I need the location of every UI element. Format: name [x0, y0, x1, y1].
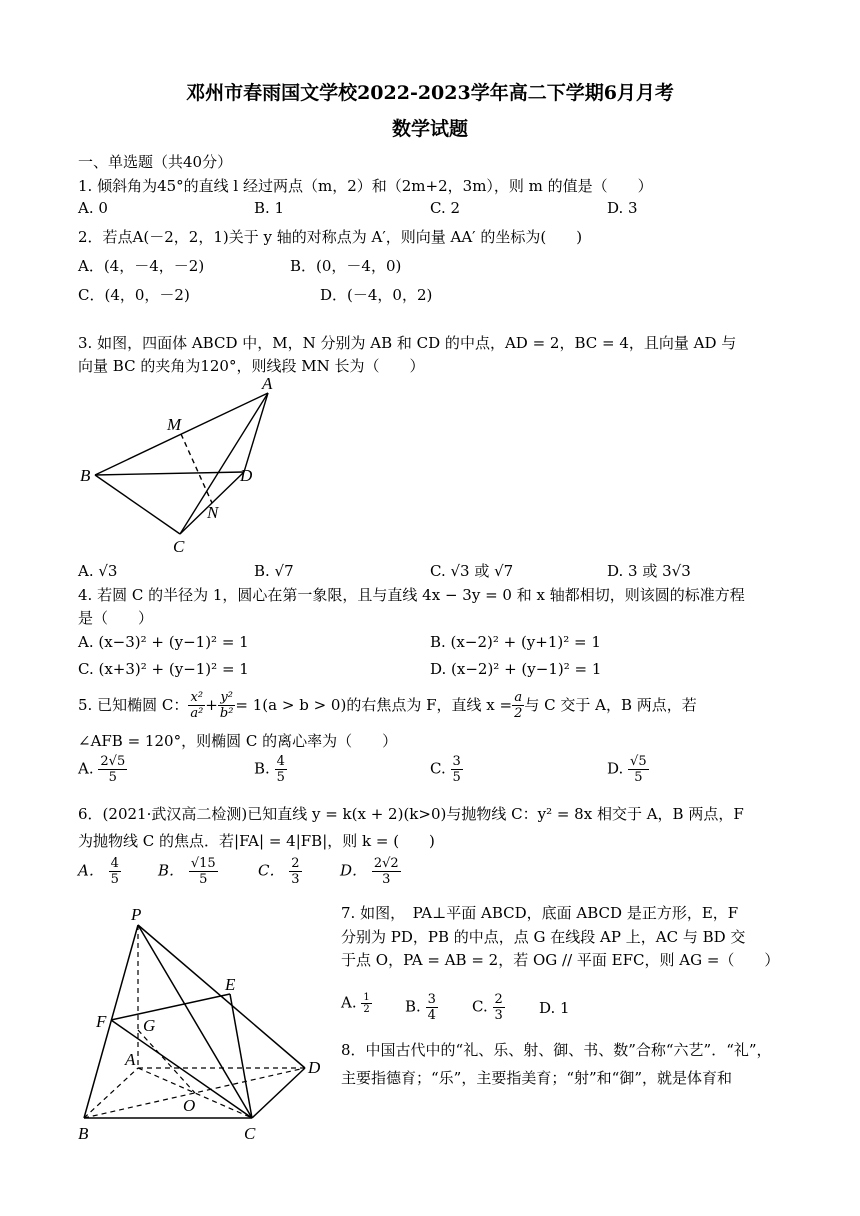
q4-option-d: D. (x−2)² + (y−1)² = 1: [430, 660, 602, 678]
denominator: 3: [291, 872, 300, 887]
q7-option-a: [341, 992, 372, 1015]
document-title: 邓州市春雨国文学校2022-2023学年高二下学期6月月考: [186, 82, 674, 104]
q7-option-c: [472, 992, 505, 1023]
q3-option-c: C. √3 或 √7: [430, 562, 514, 580]
fraction: [189, 856, 218, 887]
plus-sign: +: [205, 696, 218, 714]
figure-label: D: [308, 1058, 321, 1077]
document-subtitle: 数学试题: [391, 118, 468, 140]
denominator: 3: [494, 1008, 503, 1023]
denominator: 4: [427, 1008, 436, 1023]
q2-option-a: A．(4，－4，－2): [78, 257, 205, 275]
figure-label: B: [78, 1124, 89, 1143]
option-label: B.: [405, 997, 421, 1016]
section-heading: 一、单选题（共40分）: [78, 153, 233, 171]
q8-stem-line2: 主要指德育；“乐”，主要指美育；“射”和“御”，就是体育和: [341, 1069, 733, 1087]
q3-option-a: A. √3: [78, 562, 118, 580]
numerator: √15: [190, 856, 216, 871]
option-label: C.: [472, 997, 488, 1016]
q5-option-c: [430, 754, 463, 785]
option-label: A.: [341, 993, 357, 1012]
figure-label: C: [244, 1124, 256, 1143]
fraction: [218, 690, 236, 721]
denominator: a²: [190, 705, 204, 721]
q4-option-a: A. (x−3)² + (y−1)² = 1: [78, 633, 249, 651]
fraction: [493, 992, 505, 1023]
fraction: [512, 690, 524, 721]
q3-option-b: B. √7: [254, 562, 294, 580]
denominator: 5: [452, 770, 461, 785]
option-label: B.: [254, 759, 270, 778]
q7-stem-line1: 7. 如图， PA⊥平面 ABCD，底面 ABCD 是正方形，E，F: [341, 904, 739, 922]
q5-stem-line2: ∠AFB = 120°，则椭圆 C 的离心率为（ ）: [78, 732, 398, 750]
figure-label: O: [183, 1096, 196, 1115]
q1-option-b: B. 1: [254, 199, 285, 217]
numerator: 2√5: [100, 754, 126, 769]
q6-option-c: [258, 856, 302, 887]
q6-option-d: [340, 856, 401, 887]
option-label: C．: [258, 861, 285, 880]
pyramid-figure: [70, 900, 340, 1145]
figure-label: F: [96, 1012, 107, 1031]
numerator: 1: [363, 992, 370, 1003]
option-label: B．: [158, 861, 185, 880]
denominator: 5: [110, 872, 119, 887]
tetrahedron-figure: [72, 372, 292, 560]
figure-label: D: [240, 466, 253, 485]
q4-option-b: B. (x−2)² + (y+1)² = 1: [430, 633, 601, 651]
q4-stem-line1: 4. 若圆 C 的半径为 1，圆心在第一象限，且与直线 4x − 3y = 0 和 x 轴都相切，则该圆的标准方程: [78, 586, 745, 604]
q8-stem-line1: 8．中国古代中的“礼、乐、射、御、书、数”合称“六艺”．“礼”，: [341, 1041, 772, 1059]
fraction: [109, 856, 121, 887]
q4-option-c: C. (x+3)² + (y−1)² = 1: [78, 660, 249, 678]
q2-option-c: C．(4，0，－2): [78, 286, 190, 304]
denominator: b²: [219, 705, 234, 721]
figure-label: C: [173, 537, 185, 556]
option-label: A.: [78, 759, 94, 778]
numerator: 2: [291, 856, 300, 871]
q7-option-d: D. 1: [539, 999, 570, 1017]
q5-stem-part: 的右焦点为 F，直线 x =: [346, 696, 513, 714]
numerator: a: [512, 690, 524, 706]
figure-label: G: [143, 1016, 156, 1035]
denominator: 2: [363, 1004, 370, 1015]
figure-label: N: [207, 503, 219, 522]
q3-option-d: D. 3 或 3√3: [607, 562, 691, 580]
fraction: [372, 856, 401, 887]
q6-stem-line1: 6．(2021·武汉高二检测)已知直线 y = k(x + 2)(k>0)与抛物线 C：y² = 8x 相交于 A，B 两点，F: [78, 805, 744, 823]
figure-label: E: [225, 975, 236, 994]
fraction: [361, 992, 371, 1015]
option-label: D．: [340, 861, 368, 880]
q5-stem-line1: [78, 683, 697, 727]
q6-option-b: [158, 856, 218, 887]
denominator: 2: [514, 705, 523, 721]
fraction: [289, 856, 301, 887]
figure-label: A: [125, 1050, 136, 1069]
fraction: [451, 754, 463, 785]
q5-stem-part: 5. 已知椭圆 C：: [78, 696, 189, 714]
fraction: [426, 992, 438, 1023]
figure-label: A: [262, 374, 273, 393]
numerator: y²: [218, 690, 236, 706]
q7-option-b: [405, 992, 438, 1023]
q6-option-a: [78, 856, 121, 887]
q6-stem-line2: 为抛物线 C 的焦点．若|FA| = 4|FB|，则 k = ( ): [78, 832, 435, 850]
q2-stem: 2．若点A(－2，2，1)关于 y 轴的对称点为 A′，则向量 AA′ 的坐标为( ): [78, 228, 583, 246]
q1-option-d: D. 3: [607, 199, 638, 217]
option-label: A．: [78, 861, 104, 880]
q5-option-d: [607, 754, 649, 785]
denominator: 3: [382, 872, 391, 887]
denominator: 5: [108, 770, 117, 785]
figure-label: M: [167, 415, 182, 434]
numerator: 4: [110, 856, 119, 871]
q2-option-b: B．(0，－4，0): [290, 257, 402, 275]
numerator: x²: [188, 690, 205, 706]
q1-option-c: C. 2: [430, 199, 461, 217]
denominator: 5: [199, 872, 208, 887]
q1-option-a: A. 0: [78, 199, 108, 217]
numerator: 2: [494, 992, 503, 1007]
equation-rest: = 1(a > b > 0): [235, 696, 347, 714]
figure-label: P: [131, 905, 142, 924]
q3-stem-line2: 向量 BC 的夹角为120°，则线段 MN 长为（ ）: [78, 357, 425, 375]
q2-option-d: D．(－4，0，2): [320, 286, 433, 304]
option-label: C.: [430, 759, 446, 778]
q1-stem: 1. 倾斜角为45°的直线 l 经过两点（m，2）和（2m+2，3m），则 m 的值是（ ）: [78, 177, 653, 195]
numerator: 2√2: [373, 856, 399, 871]
fraction: [188, 690, 205, 721]
fraction: [275, 754, 287, 785]
figure-label: B: [80, 466, 91, 485]
fraction: [628, 754, 649, 785]
q5-option-a: [78, 754, 127, 785]
numerator: 3: [427, 992, 436, 1007]
denominator: 5: [634, 770, 643, 785]
numerator: 4: [276, 754, 285, 769]
q5-option-b: [254, 754, 287, 785]
fraction: [98, 754, 127, 785]
q3-stem-line1: 3. 如图，四面体 ABCD 中，M，N 分别为 AB 和 CD 的中点，AD = 2，BC = 4，且向量 AD 与: [78, 334, 737, 352]
q7-stem-line2: 分别为 PD，PB 的中点，点 G 在线段 AP 上，AC 与 BD 交: [341, 928, 746, 946]
option-label: D.: [607, 759, 624, 778]
numerator: 3: [452, 754, 461, 769]
q5-stem-part: 与 C 交于 A，B 两点，若: [524, 696, 697, 714]
denominator: 5: [276, 770, 285, 785]
q7-stem-line3: 于点 O，PA = AB = 2，若 OG // 平面 EFC，则 AG =（ ）: [341, 951, 780, 969]
q4-stem-line2: 是（ ）: [78, 609, 154, 627]
numerator: √5: [630, 754, 647, 769]
